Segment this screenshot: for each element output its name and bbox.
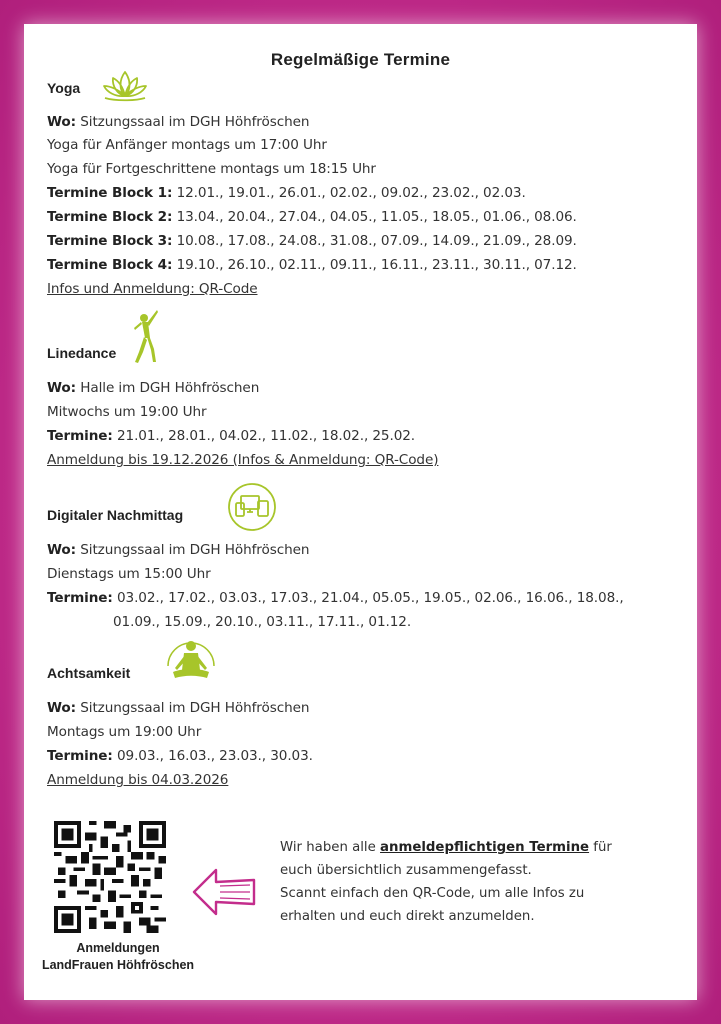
qr-caption-line-2: LandFrauen Höhfröschen — [41, 958, 195, 972]
page-frame — [24, 24, 697, 1000]
note-line-1-post: für — [589, 840, 612, 855]
yoga-advanced: Yoga für Fortgeschrittene montags um 18:15 Uhr — [47, 161, 376, 177]
note-line-1-pre: Wir haben alle — [280, 840, 381, 855]
yoga-location-value: Sitzungssaal im DGH Höhfröschen — [80, 114, 310, 130]
note-line-3: Scannt einfach den QR-Code, um alle Infos zu — [280, 886, 585, 901]
yoga-block-3 — [47, 233, 577, 249]
yoga-info-link[interactable]: Infos und Anmeldung: QR-Code — [47, 281, 258, 297]
meditation-icon — [163, 636, 219, 686]
yoga-block-label: Termine Block 2: — [47, 209, 173, 225]
yoga-block-dates: 19.10., 26.10., 02.11., 09.11., 16.11., 23.11., 30.11., 07.12. — [176, 257, 577, 273]
qr-caption-line-1: Anmeldungen — [76, 941, 160, 955]
registration-note — [280, 836, 640, 928]
linedance-dates — [47, 428, 415, 444]
linedance-dates-value: 21.01., 28.01., 04.02., 11.02., 18.02., 25.02. — [116, 428, 416, 444]
linedance-location — [47, 380, 259, 396]
achtsamkeit-location — [47, 700, 309, 716]
yoga-block-label: Termine Block 3: — [47, 233, 173, 249]
note-highlight: anmeldepflichtigen Termine — [380, 840, 590, 855]
devices-icon — [227, 482, 277, 532]
lotus-icon — [99, 68, 151, 102]
achtsamkeit-location-label: Wo: — [47, 700, 76, 716]
yoga-block-label: Termine Block 1: — [47, 185, 173, 201]
linedance-time: Mitwochs um 19:00 Uhr — [47, 404, 207, 420]
note-line-2: euch übersichtlich zusammengefasst. — [280, 863, 532, 878]
digital-heading: Digitaler Nachmittag — [47, 507, 184, 523]
linedance-heading: Linedance — [47, 345, 117, 361]
achtsamkeit-dates-value: 09.03., 16.03., 23.03., 30.03. — [116, 748, 313, 764]
achtsamkeit-time: Montags um 19:00 Uhr — [47, 724, 202, 740]
digital-dates-cont: 01.09., 15.09., 20.10., 03.11., 17.11., 01.12. — [113, 614, 412, 630]
yoga-heading: Yoga — [47, 80, 81, 96]
linedance-registration-link[interactable]: Anmeldung bis 19.12.2026 (Infos & Anmeldung: QR-Code) — [47, 452, 439, 468]
page-title: Regelmäßige Termine — [270, 50, 451, 69]
achtsamkeit-dates-label: Termine: — [47, 748, 113, 764]
digital-location — [47, 542, 309, 558]
digital-time: Dienstags um 15:00 Uhr — [47, 566, 211, 582]
note-line-1 — [280, 836, 640, 859]
digital-dates — [47, 590, 624, 606]
yoga-beginners: Yoga für Anfänger montags um 17:00 Uhr — [47, 137, 327, 153]
yoga-block-2 — [47, 209, 577, 225]
yoga-block-label: Termine Block 4: — [47, 257, 173, 273]
yoga-location-label: Wo: — [47, 114, 76, 130]
note-line-4: erhalten und euch direkt anzumelden. — [280, 909, 535, 924]
qr-code[interactable] — [54, 821, 166, 933]
qr-caption — [24, 940, 212, 974]
yoga-block-1 — [47, 185, 526, 201]
digital-dates-label: Termine: — [47, 590, 113, 606]
achtsamkeit-registration-link[interactable]: Anmeldung bis 04.03.2026 — [47, 772, 229, 788]
linedance-location-value: Halle im DGH Höhfröschen — [80, 380, 260, 396]
yoga-block-4 — [47, 257, 577, 273]
arrow-left-icon — [190, 866, 258, 918]
achtsamkeit-dates — [47, 748, 313, 764]
yoga-block-dates: 10.08., 17.08., 24.08., 31.08., 07.09., 14.09., 21.09., 28.09. — [176, 233, 577, 249]
digital-location-value: Sitzungssaal im DGH Höhfröschen — [80, 542, 310, 558]
achtsamkeit-heading: Achtsamkeit — [47, 665, 131, 681]
yoga-location — [47, 114, 309, 130]
yoga-block-dates: 13.04., 20.04., 27.04., 04.05., 11.05., 18.05., 01.06., 08.06. — [176, 209, 577, 225]
digital-location-label: Wo: — [47, 542, 76, 558]
achtsamkeit-location-value: Sitzungssaal im DGH Höhfröschen — [80, 700, 310, 716]
linedance-location-label: Wo: — [47, 380, 76, 396]
dancer-icon — [129, 308, 159, 366]
digital-dates-value: 03.02., 17.02., 03.03., 17.03., 21.04., 05.05., 19.05., 02.06., 16.06., 18.08., — [116, 590, 624, 606]
linedance-dates-label: Termine: — [47, 428, 113, 444]
yoga-block-dates: 12.01., 19.01., 26.01., 02.02., 09.02., 23.02., 02.03. — [176, 185, 526, 201]
